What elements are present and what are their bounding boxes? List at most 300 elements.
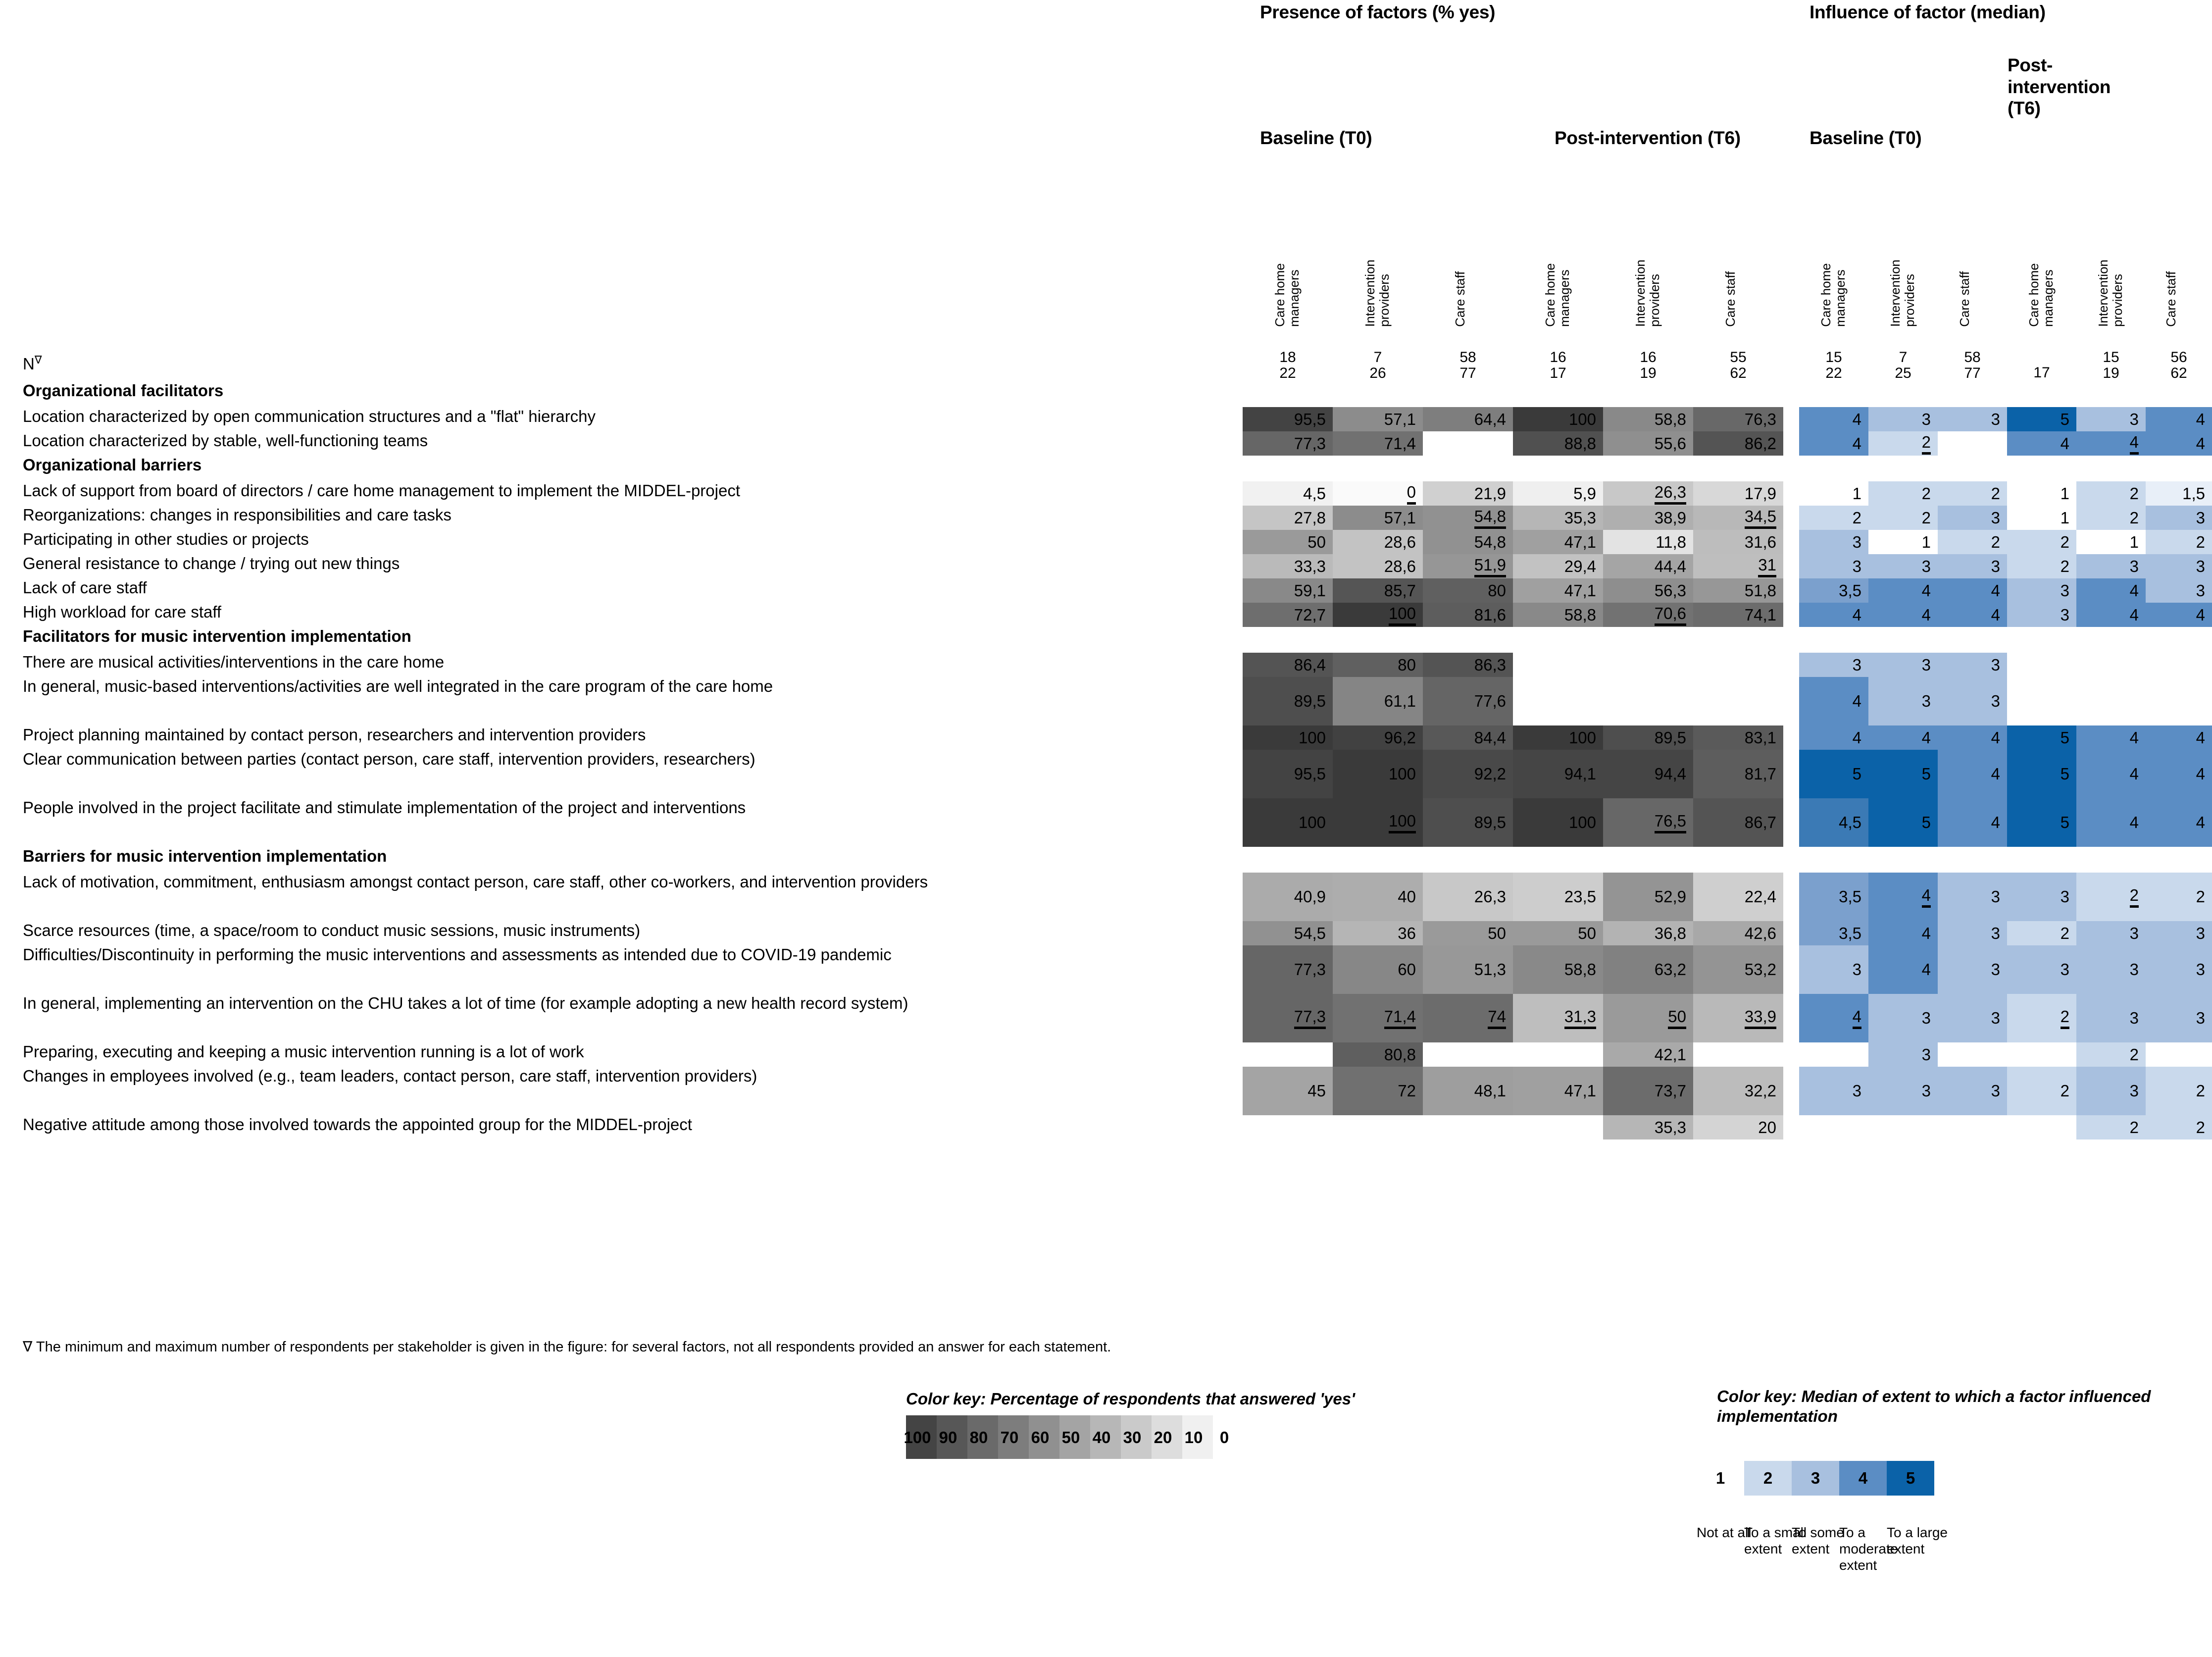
row-label-12: People involved in the project facilitate and stimulate implementation of the project and interventions (23, 798, 746, 817)
row-label-10: Project planning maintained by contact person, researchers and intervention providers (23, 725, 646, 744)
influence-cell-r8-c1: 3 (1868, 653, 1938, 677)
influence-cell-r17-c0 (1799, 1042, 1868, 1067)
presence-cell-r6-c4: 56,3 (1603, 578, 1693, 603)
influence-cell-r18-c4: 3 (2076, 1067, 2146, 1115)
column-header-3: Care home managers (1543, 263, 1572, 327)
influence-cell-r14-c1: 4 (1868, 921, 1938, 945)
row-label-1: Location characterized by stable, well-functioning teams (23, 431, 428, 450)
influence-cell-r2-c2: 2 (1938, 481, 2007, 506)
n-label-text: N (23, 355, 35, 373)
presence-cell-r15-c0: 77,3 (1243, 945, 1333, 994)
influence-cell-r11-c1: 5 (1868, 750, 1938, 798)
column-header-4: Intervention providers (1633, 259, 1662, 327)
influence-cell-r16-c3: 2 (2007, 994, 2076, 1042)
presence-cell-r1-c4: 55,6 (1603, 431, 1693, 456)
presence-cell-r1-c2 (1423, 431, 1513, 456)
presence-cell-r18-c1: 72 (1333, 1067, 1423, 1115)
row-label-19: Negative attitude among those involved towards the appointed group for the MIDDEL-project (23, 1115, 692, 1134)
influence-cell-r0-c0: 4 (1799, 407, 1868, 431)
influence-cell-r12-c5: 4 (2146, 798, 2212, 847)
presence-cell-r6-c1: 85,7 (1333, 578, 1423, 603)
influence-cell-r6-c2: 4 (1938, 578, 2007, 603)
influence-cell-r3-c2: 3 (1938, 506, 2007, 530)
presence-cell-r6-c5: 51,8 (1693, 578, 1783, 603)
influence-cell-r11-c0: 5 (1799, 750, 1868, 798)
column-header-9: Care home managers (2026, 263, 2056, 327)
presence-cell-r2-c4: 26,3 (1603, 481, 1693, 506)
legend-influence-tick-2: 2 (1763, 1469, 1773, 1487)
presence-cell-r13-c5: 22,4 (1693, 873, 1783, 921)
presence-cell-r19-c0 (1243, 1115, 1333, 1139)
influence-cell-r19-c5: 2 (2146, 1115, 2212, 1139)
presence-cell-r12-c4: 76,5 (1603, 798, 1693, 847)
presence-cell-r15-c2: 51,3 (1423, 945, 1513, 994)
presence-cell-r3-c3: 35,3 (1513, 506, 1603, 530)
influence-cell-r10-c1: 4 (1868, 725, 1938, 750)
legend-influence-caption-2: To a small extent (1744, 1525, 1807, 1557)
influence-cell-r16-c1: 3 (1868, 994, 1938, 1042)
presence-cell-r8-c4 (1603, 653, 1693, 677)
influence-cell-r6-c0: 3,5 (1799, 578, 1868, 603)
presence-cell-r19-c4: 35,3 (1603, 1115, 1693, 1139)
row-label-13: Lack of motivation, commitment, enthusiasm amongst contact person, care staff, other co-workers, and intervention providers (23, 873, 928, 891)
presence-cell-r17-c0 (1243, 1042, 1333, 1067)
row-label-4: Participating in other studies or projects (23, 530, 309, 548)
legend-influence-caption-5: To a large extent (1887, 1525, 1948, 1557)
influence-cell-r1-c5: 4 (2146, 431, 2212, 456)
column-header-5: Care staff (1723, 271, 1738, 327)
presence-cell-r19-c3 (1513, 1115, 1603, 1139)
influence-cell-r13-c0: 3,5 (1799, 873, 1868, 921)
legend-presence-tick-10: 10 (1184, 1428, 1203, 1447)
presence-cell-r18-c2: 48,1 (1423, 1067, 1513, 1115)
presence-cell-r17-c3 (1513, 1042, 1603, 1067)
influence-cell-r16-c4: 3 (2076, 994, 2146, 1042)
influence-cell-r11-c5: 4 (2146, 750, 2212, 798)
row-label-2: Lack of support from board of directors / care home management to implement the MIDDEL-project (23, 481, 740, 500)
column-header-6: Care home managers (1818, 263, 1848, 327)
influence-cell-r15-c3: 3 (2007, 945, 2076, 994)
influence-cell-r15-c0: 3 (1799, 945, 1868, 994)
influence-cell-r16-c5: 3 (2146, 994, 2212, 1042)
presence-cell-r8-c3 (1513, 653, 1603, 677)
influence-cell-r1-c0: 4 (1799, 431, 1868, 456)
influence-cell-r6-c5: 3 (2146, 578, 2212, 603)
presence-cell-r11-c5: 81,7 (1693, 750, 1783, 798)
influence-cell-r7-c5: 4 (2146, 603, 2212, 627)
influence-cell-r1-c1: 2 (1868, 431, 1938, 456)
subgroup-influence-baseline: Baseline (T0) (1810, 128, 1922, 148)
presence-cell-r11-c4: 94,4 (1603, 750, 1693, 798)
presence-cell-r0-c0: 95,5 (1243, 407, 1333, 431)
influence-cell-r12-c4: 4 (2076, 798, 2146, 847)
influence-cell-r8-c3 (2007, 653, 2076, 677)
presence-cell-r15-c3: 58,8 (1513, 945, 1603, 994)
influence-cell-r3-c1: 2 (1868, 506, 1938, 530)
legend-influence-caption-3: To some extent (1792, 1525, 1844, 1557)
presence-cell-r0-c5: 76,3 (1693, 407, 1783, 431)
n-value-6: 15 22 (1825, 349, 1842, 381)
section-header-2: Facilitators for music intervention implementation (23, 627, 411, 645)
influence-cell-r19-c3 (2007, 1115, 2076, 1139)
influence-cell-r7-c4: 4 (2076, 603, 2146, 627)
column-header-0: Care home managers (1272, 263, 1302, 327)
influence-cell-r8-c0: 3 (1799, 653, 1868, 677)
n-value-0: 18 22 (1279, 349, 1296, 381)
group-title-influence: Influence of factor (median) (1810, 2, 2046, 22)
legend-presence-title: Color key: Percentage of respondents that answered 'yes' (906, 1390, 1355, 1408)
influence-cell-r14-c0: 3,5 (1799, 921, 1868, 945)
n-value-2: 58 77 (1459, 349, 1476, 381)
presence-cell-r6-c2: 80 (1423, 578, 1513, 603)
n-value-8: 58 77 (1964, 349, 1981, 381)
influence-cell-r5-c2: 3 (1938, 554, 2007, 578)
influence-cell-r11-c2: 4 (1938, 750, 2007, 798)
presence-cell-r16-c5: 33,9 (1693, 994, 1783, 1042)
legend-presence-tick-100: 100 (904, 1428, 931, 1447)
presence-cell-r13-c0: 40,9 (1243, 873, 1333, 921)
legend-presence-tick-30: 30 (1123, 1428, 1142, 1447)
column-header-10: Intervention providers (2096, 259, 2125, 327)
presence-cell-r17-c5 (1693, 1042, 1783, 1067)
presence-cell-r15-c1: 60 (1333, 945, 1423, 994)
presence-cell-r15-c4: 63,2 (1603, 945, 1693, 994)
presence-cell-r1-c5: 86,2 (1693, 431, 1783, 456)
legend-influence-tick-3: 3 (1810, 1469, 1820, 1487)
influence-cell-r11-c4: 4 (2076, 750, 2146, 798)
influence-cell-r14-c5: 3 (2146, 921, 2212, 945)
influence-cell-r8-c4 (2076, 653, 2146, 677)
presence-cell-r10-c1: 96,2 (1333, 725, 1423, 750)
influence-cell-r4-c5: 2 (2146, 530, 2212, 554)
presence-cell-r9-c4 (1603, 677, 1693, 725)
influence-cell-r10-c3: 5 (2007, 725, 2076, 750)
influence-cell-r2-c3: 1 (2007, 481, 2076, 506)
presence-cell-r10-c0: 100 (1243, 725, 1333, 750)
influence-cell-r12-c0: 4,5 (1799, 798, 1868, 847)
row-label-8: There are musical activities/interventions in the care home (23, 653, 445, 671)
presence-cell-r6-c0: 59,1 (1243, 578, 1333, 603)
influence-cell-r15-c5: 3 (2146, 945, 2212, 994)
influence-cell-r0-c2: 3 (1938, 407, 2007, 431)
presence-cell-r9-c2: 77,6 (1423, 677, 1513, 725)
influence-cell-r10-c0: 4 (1799, 725, 1868, 750)
influence-cell-r9-c1: 3 (1868, 677, 1938, 725)
influence-cell-r18-c3: 2 (2007, 1067, 2076, 1115)
column-header-11: Care staff (2163, 271, 2178, 327)
presence-cell-r4-c5: 31,6 (1693, 530, 1783, 554)
influence-cell-r7-c3: 3 (2007, 603, 2076, 627)
influence-cell-r5-c5: 3 (2146, 554, 2212, 578)
presence-cell-r4-c0: 50 (1243, 530, 1333, 554)
influence-cell-r5-c0: 3 (1799, 554, 1868, 578)
influence-cell-r2-c4: 2 (2076, 481, 2146, 506)
presence-cell-r0-c2: 64,4 (1423, 407, 1513, 431)
presence-cell-r9-c0: 89,5 (1243, 677, 1333, 725)
influence-cell-r7-c2: 4 (1938, 603, 2007, 627)
presence-cell-r6-c3: 47,1 (1513, 578, 1603, 603)
influence-cell-r15-c4: 3 (2076, 945, 2146, 994)
presence-cell-r18-c4: 73,7 (1603, 1067, 1693, 1115)
influence-cell-r3-c3: 1 (2007, 506, 2076, 530)
legend-presence-tick-0: 0 (1219, 1428, 1229, 1447)
presence-cell-r5-c2: 51,9 (1423, 554, 1513, 578)
legend-presence-tick-80: 80 (969, 1428, 988, 1447)
column-header-2: Care staff (1453, 271, 1467, 327)
influence-cell-r4-c2: 2 (1938, 530, 2007, 554)
presence-cell-r13-c2: 26,3 (1423, 873, 1513, 921)
influence-cell-r13-c1: 4 (1868, 873, 1938, 921)
n-value-4: 16 19 (1640, 349, 1657, 381)
influence-cell-r5-c1: 3 (1868, 554, 1938, 578)
presence-cell-r5-c3: 29,4 (1513, 554, 1603, 578)
influence-cell-r14-c3: 2 (2007, 921, 2076, 945)
section-header-1: Organizational barriers (23, 456, 202, 474)
influence-cell-r6-c3: 3 (2007, 578, 2076, 603)
influence-cell-r0-c1: 3 (1868, 407, 1938, 431)
presence-cell-r10-c2: 84,4 (1423, 725, 1513, 750)
influence-cell-r0-c4: 3 (2076, 407, 2146, 431)
group-title-presence: Presence of factors (% yes) (1260, 2, 1496, 22)
legend-presence-tick-40: 40 (1092, 1428, 1111, 1447)
legend-presence-tick-70: 70 (1000, 1428, 1019, 1447)
influence-cell-r17-c3 (2007, 1042, 2076, 1067)
presence-cell-r16-c1: 71,4 (1333, 994, 1423, 1042)
n-value-9: 17 (2033, 364, 2050, 381)
row-label-9: In general, music-based interventions/activities are well integrated in the care program of the care home (23, 677, 773, 695)
presence-cell-r1-c1: 71,4 (1333, 431, 1423, 456)
influence-cell-r17-c5 (2146, 1042, 2212, 1067)
presence-cell-r17-c2 (1423, 1042, 1513, 1067)
presence-cell-r12-c5: 86,7 (1693, 798, 1783, 847)
n-footnote-marker: ∇ (34, 354, 42, 366)
presence-cell-r3-c5: 34,5 (1693, 506, 1783, 530)
row-label-14: Scarce resources (time, a space/room to conduct music sessions, music instruments) (23, 921, 641, 939)
presence-cell-r0-c3: 100 (1513, 407, 1603, 431)
influence-cell-r18-c0: 3 (1799, 1067, 1868, 1115)
influence-cell-r9-c0: 4 (1799, 677, 1868, 725)
influence-cell-r18-c1: 3 (1868, 1067, 1938, 1115)
influence-cell-r10-c2: 4 (1938, 725, 2007, 750)
influence-cell-r2-c0: 1 (1799, 481, 1868, 506)
n-value-11: 56 62 (2170, 349, 2187, 381)
presence-cell-r8-c5 (1693, 653, 1783, 677)
presence-cell-r16-c3: 31,3 (1513, 994, 1603, 1042)
influence-cell-r2-c1: 2 (1868, 481, 1938, 506)
influence-cell-r5-c3: 2 (2007, 554, 2076, 578)
presence-cell-r11-c3: 94,1 (1513, 750, 1603, 798)
influence-cell-r9-c2: 3 (1938, 677, 2007, 725)
column-header-7: Intervention providers (1888, 259, 1917, 327)
presence-cell-r7-c3: 58,8 (1513, 603, 1603, 627)
presence-cell-r14-c2: 50 (1423, 921, 1513, 945)
presence-cell-r7-c5: 74,1 (1693, 603, 1783, 627)
influence-cell-r4-c4: 1 (2076, 530, 2146, 554)
influence-cell-r11-c3: 5 (2007, 750, 2076, 798)
presence-cell-r15-c5: 53,2 (1693, 945, 1783, 994)
presence-cell-r0-c4: 58,8 (1603, 407, 1693, 431)
presence-cell-r11-c0: 95,5 (1243, 750, 1333, 798)
influence-cell-r9-c3 (2007, 677, 2076, 725)
row-label-0: Location characterized by open communication structures and a "flat" hierarchy (23, 407, 596, 425)
presence-cell-r2-c5: 17,9 (1693, 481, 1783, 506)
presence-cell-r2-c1: 0 (1333, 481, 1423, 506)
presence-cell-r12-c1: 100 (1333, 798, 1423, 847)
presence-cell-r11-c1: 100 (1333, 750, 1423, 798)
n-value-1: 7 26 (1369, 349, 1386, 381)
influence-cell-r8-c5 (2146, 653, 2212, 677)
presence-cell-r12-c2: 89,5 (1423, 798, 1513, 847)
subgroup-presence-post: Post-intervention (T6) (1555, 128, 1741, 148)
legend-presence-tick-50: 50 (1061, 1428, 1080, 1447)
presence-cell-r16-c4: 50 (1603, 994, 1693, 1042)
influence-cell-r7-c1: 4 (1868, 603, 1938, 627)
presence-cell-r19-c2 (1423, 1115, 1513, 1139)
influence-cell-r5-c4: 3 (2076, 554, 2146, 578)
influence-cell-r17-c1: 3 (1868, 1042, 1938, 1067)
influence-cell-r1-c3: 4 (2007, 431, 2076, 456)
influence-cell-r7-c0: 4 (1799, 603, 1868, 627)
presence-cell-r14-c5: 42,6 (1693, 921, 1783, 945)
influence-cell-r1-c2 (1938, 431, 2007, 456)
row-label-15: Difficulties/Discontinuity in performing the music interventions and assessments as intended due to COVID-19 pandemic (23, 945, 892, 964)
presence-cell-r13-c1: 40 (1333, 873, 1423, 921)
presence-cell-r7-c4: 70,6 (1603, 603, 1693, 627)
influence-cell-r17-c4: 2 (2076, 1042, 2146, 1067)
presence-cell-r18-c5: 32,2 (1693, 1067, 1783, 1115)
presence-cell-r18-c3: 47,1 (1513, 1067, 1603, 1115)
influence-cell-r15-c1: 4 (1868, 945, 1938, 994)
influence-cell-r15-c2: 3 (1938, 945, 2007, 994)
influence-cell-r4-c1: 1 (1868, 530, 1938, 554)
presence-cell-r14-c0: 54,5 (1243, 921, 1333, 945)
legend-influence-caption-1: Not at all (1697, 1525, 1752, 1540)
influence-cell-r4-c3: 2 (2007, 530, 2076, 554)
influence-cell-r10-c5: 4 (2146, 725, 2212, 750)
n-row-label (23, 354, 42, 373)
section-header-0: Organizational facilitators (23, 381, 224, 400)
presence-cell-r4-c4: 11,8 (1603, 530, 1693, 554)
presence-cell-r4-c1: 28,6 (1333, 530, 1423, 554)
presence-cell-r9-c3 (1513, 677, 1603, 725)
legend-influence-title: Color key: Median of extent to which a factor influenced implementation (1717, 1387, 2151, 1425)
influence-cell-r6-c1: 4 (1868, 578, 1938, 603)
presence-cell-r12-c3: 100 (1513, 798, 1603, 847)
presence-cell-r14-c1: 36 (1333, 921, 1423, 945)
section-header-3: Barriers for music intervention implementation (23, 847, 387, 865)
presence-cell-r10-c3: 100 (1513, 725, 1603, 750)
row-label-3: Reorganizations: changes in responsibilities and care tasks (23, 506, 452, 524)
influence-cell-r14-c4: 3 (2076, 921, 2146, 945)
presence-cell-r10-c5: 83,1 (1693, 725, 1783, 750)
presence-cell-r9-c1: 61,1 (1333, 677, 1423, 725)
influence-cell-r4-c0: 3 (1799, 530, 1868, 554)
n-value-10: 15 19 (2103, 349, 2119, 381)
row-label-5: General resistance to change / trying out new things (23, 554, 400, 572)
n-value-7: 7 25 (1895, 349, 1911, 381)
influence-cell-r0-c3: 5 (2007, 407, 2076, 431)
presence-cell-r5-c0: 33,3 (1243, 554, 1333, 578)
influence-cell-r19-c4: 2 (2076, 1115, 2146, 1139)
presence-cell-r17-c4: 42,1 (1603, 1042, 1693, 1067)
influence-cell-r9-c4 (2076, 677, 2146, 725)
presence-cell-r10-c4: 89,5 (1603, 725, 1693, 750)
presence-cell-r1-c3: 88,8 (1513, 431, 1603, 456)
subgroup-influence-post: Post-intervention (T6) (2008, 55, 2111, 119)
legend-presence-tick-60: 60 (1031, 1428, 1050, 1447)
presence-cell-r18-c0: 45 (1243, 1067, 1333, 1115)
presence-cell-r5-c5: 31 (1693, 554, 1783, 578)
presence-cell-r2-c3: 5,9 (1513, 481, 1603, 506)
influence-cell-r12-c1: 5 (1868, 798, 1938, 847)
presence-cell-r2-c0: 4,5 (1243, 481, 1333, 506)
influence-cell-r10-c4: 4 (2076, 725, 2146, 750)
presence-cell-r4-c3: 47,1 (1513, 530, 1603, 554)
influence-cell-r17-c2 (1938, 1042, 2007, 1067)
legend-influence-tick-4: 4 (1858, 1469, 1868, 1487)
influence-cell-r19-c1 (1868, 1115, 1938, 1139)
influence-cell-r13-c2: 3 (1938, 873, 2007, 921)
presence-cell-r1-c0: 77,3 (1243, 431, 1333, 456)
column-header-8: Care staff (1957, 271, 1972, 327)
presence-cell-r5-c1: 28,6 (1333, 554, 1423, 578)
n-value-5: 55 62 (1730, 349, 1747, 381)
presence-cell-r3-c4: 38,9 (1603, 506, 1693, 530)
footnote: ∇ The minimum and maximum number of respondents per stakeholder is given in the figure: for several factors, not all respondents provided an answer for each statement. (23, 1339, 1111, 1355)
presence-cell-r8-c2: 86,3 (1423, 653, 1513, 677)
presence-cell-r0-c1: 57,1 (1333, 407, 1423, 431)
row-label-18: Changes in employees involved (e.g., team leaders, contact person, care staff, intervention providers) (23, 1067, 757, 1085)
presence-cell-r5-c4: 44,4 (1603, 554, 1693, 578)
legend-presence-tick-20: 20 (1154, 1428, 1172, 1447)
legend-influence-caption-4: To a moderate extent (1839, 1525, 1898, 1573)
influence-cell-r19-c2 (1938, 1115, 2007, 1139)
influence-cell-r13-c5: 2 (2146, 873, 2212, 921)
presence-cell-r3-c0: 27,8 (1243, 506, 1333, 530)
row-label-16: In general, implementing an intervention on the CHU takes a lot of time (for example adopting a new health record system) (23, 994, 908, 1012)
presence-cell-r14-c4: 36,8 (1603, 921, 1693, 945)
presence-cell-r14-c3: 50 (1513, 921, 1603, 945)
influence-cell-r0-c5: 4 (2146, 407, 2212, 431)
influence-cell-r12-c2: 4 (1938, 798, 2007, 847)
presence-cell-r16-c2: 74 (1423, 994, 1513, 1042)
presence-cell-r7-c0: 72,7 (1243, 603, 1333, 627)
influence-cell-r18-c5: 2 (2146, 1067, 2212, 1115)
presence-cell-r4-c2: 54,8 (1423, 530, 1513, 554)
presence-cell-r7-c2: 81,6 (1423, 603, 1513, 627)
influence-cell-r9-c5 (2146, 677, 2212, 725)
influence-cell-r12-c3: 5 (2007, 798, 2076, 847)
presence-cell-r8-c0: 86,4 (1243, 653, 1333, 677)
influence-cell-r3-c5: 3 (2146, 506, 2212, 530)
row-label-17: Preparing, executing and keeping a music intervention running is a lot of work (23, 1042, 584, 1061)
influence-cell-r13-c4: 2 (2076, 873, 2146, 921)
legend-influence-tick-1: 1 (1715, 1469, 1725, 1487)
influence-cell-r6-c4: 4 (2076, 578, 2146, 603)
presence-cell-r13-c4: 52,9 (1603, 873, 1693, 921)
influence-cell-r16-c0: 4 (1799, 994, 1868, 1042)
presence-cell-r12-c0: 100 (1243, 798, 1333, 847)
influence-cell-r3-c4: 2 (2076, 506, 2146, 530)
influence-cell-r19-c0 (1799, 1115, 1868, 1139)
influence-cell-r13-c3: 3 (2007, 873, 2076, 921)
presence-cell-r19-c1 (1333, 1115, 1423, 1139)
influence-cell-r3-c0: 2 (1799, 506, 1868, 530)
column-header-1: Intervention providers (1362, 259, 1392, 327)
legend-influence-tick-5: 5 (1906, 1469, 1915, 1487)
influence-cell-r16-c2: 3 (1938, 994, 2007, 1042)
presence-cell-r7-c1: 100 (1333, 603, 1423, 627)
